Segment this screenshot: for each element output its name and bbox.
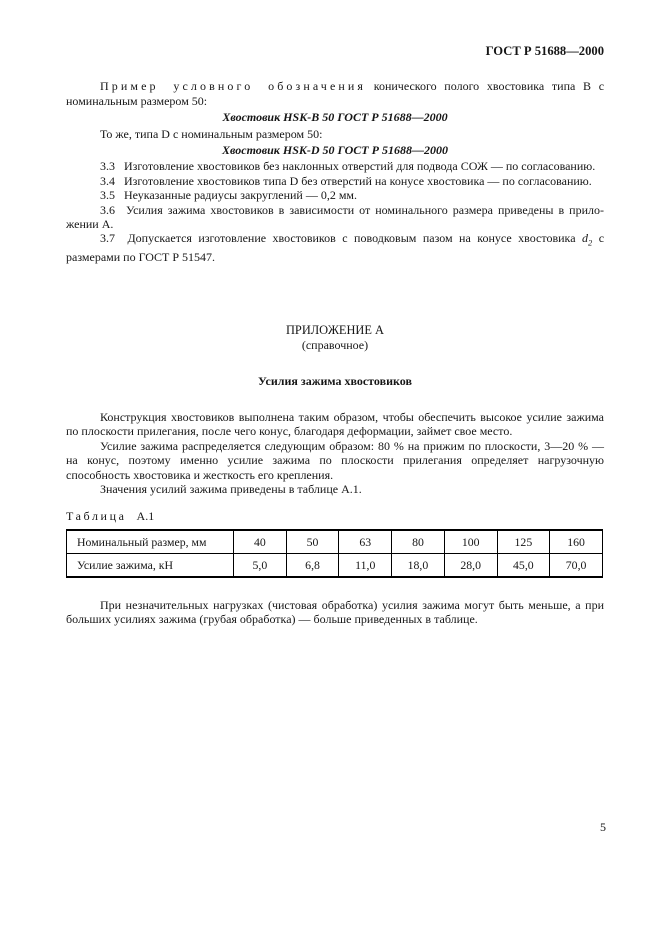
table-cell: 18,0 bbox=[392, 553, 445, 577]
clause-text: Изготовление хвостовиков без наклонных отверстий для подвода СОЖ — по согласованию. bbox=[124, 159, 596, 174]
clause-number: 3.4 bbox=[100, 173, 115, 188]
table-row-header: Усилие зажима, кН bbox=[67, 553, 234, 577]
table-cell: 50 bbox=[286, 530, 339, 554]
clause-number: 3.6 bbox=[100, 202, 115, 217]
clause-number: 3.5 bbox=[100, 188, 115, 203]
table-cell: 80 bbox=[392, 530, 445, 554]
clamping-force-table bbox=[66, 529, 603, 578]
designation-hsk-b: Хвостовик HSK-B 50 ГОСТ Р 51688—2000 bbox=[222, 110, 448, 125]
table-label bbox=[66, 509, 604, 523]
appendix-paragraph-2: Усилие зажима распределяется следующим образом: 80 % на прижим по плоскости, 3—20 % — на конус, поэтому именно усилие зажима по плоскости прилегания определяет нагрузочную способность хвостовика и жесткость его крепления. bbox=[66, 438, 604, 482]
clause-text-after: с размерами по ГОСТ Р 51547. bbox=[66, 231, 605, 265]
clause-3-6 bbox=[66, 203, 604, 232]
designation-hsk-d: Хвостовик HSK-D 50 ГОСТ Р 51688—2000 bbox=[222, 143, 448, 158]
table-cell: 125 bbox=[497, 530, 550, 554]
clause-text: Неуказанные радиусы закруглений — 0,2 мм. bbox=[124, 188, 358, 203]
variable-subscript: 2 bbox=[587, 237, 593, 248]
example-intro-rest: конического полого хвостовика типа В с номинальным размером 50: bbox=[66, 79, 605, 108]
table-cell: 40 bbox=[234, 530, 287, 554]
clause-3-7 bbox=[66, 231, 604, 264]
table-cell: 70,0 bbox=[550, 553, 603, 577]
same-type-d-paragraph: То же, типа D с номинальным размером 50: bbox=[100, 126, 323, 141]
table-row-clamping-force bbox=[67, 553, 603, 577]
doc-header: ГОСТ Р 51688—2000 bbox=[485, 44, 604, 58]
appendix-label: ПРИЛОЖЕНИЕ А bbox=[285, 322, 384, 337]
clause-number: 3.3 bbox=[100, 159, 115, 174]
table-cell: 100 bbox=[444, 530, 497, 554]
table-row-nominal-size bbox=[67, 530, 603, 554]
example-intro-paragraph bbox=[66, 79, 604, 108]
table-cell: 160 bbox=[550, 530, 603, 554]
clause-number: 3.7 bbox=[100, 231, 115, 246]
table-label-number: А.1 bbox=[136, 509, 155, 524]
appendix-paragraph-1: Конструкция хвостовиков выполнена таким образом, чтобы обеспечить высокое усилие зажима по плоскости прилегания, после чего конус, благодаря деформации, займет свое место. bbox=[66, 409, 604, 439]
table-label-word: Таблица bbox=[66, 509, 127, 524]
appendix-title: Усилия зажима хвостовиков bbox=[258, 374, 412, 389]
table-cell: 5,0 bbox=[234, 553, 287, 577]
example-intro-spaced: Пример условного обозначения bbox=[100, 79, 367, 94]
table-note-paragraph: При незначительных нагрузках (чистовая обработка) усилия зажима могут быть меньше, а при больших усилиях зажима (грубая обработка) — больше приведенных в таблице. bbox=[66, 597, 604, 627]
clause-text: Усилия зажима хвостовиков в зависимости от номинального размера приведены в приложении А. bbox=[66, 202, 605, 232]
table-cell: 6,8 bbox=[286, 553, 339, 577]
appendix-sublabel: (справочное) bbox=[301, 338, 369, 353]
table-cell: 63 bbox=[339, 530, 392, 554]
clause-3-5 bbox=[66, 188, 604, 202]
table-cell: 11,0 bbox=[339, 553, 392, 577]
clause-text: Изготовление хвостовиков типа D без отверстий на конусе хвостовика — по согласованию. bbox=[124, 173, 592, 188]
clause-text-before: Допускается изготовление хвостовиков с поводковым пазом на конусе хвостовика bbox=[127, 231, 576, 246]
appendix-paragraph-3: Значения усилий зажима приведены в таблице А.1. bbox=[100, 481, 362, 496]
table-row-header: Номинальный размер, мм bbox=[67, 530, 234, 554]
clause-3-4 bbox=[66, 174, 604, 188]
page-number: 5 bbox=[600, 820, 606, 834]
variable-d2 bbox=[581, 231, 593, 248]
variable-letter: d bbox=[581, 231, 588, 246]
clause-3-3 bbox=[66, 159, 604, 173]
table-cell: 45,0 bbox=[497, 553, 550, 577]
table-cell: 28,0 bbox=[444, 553, 497, 577]
